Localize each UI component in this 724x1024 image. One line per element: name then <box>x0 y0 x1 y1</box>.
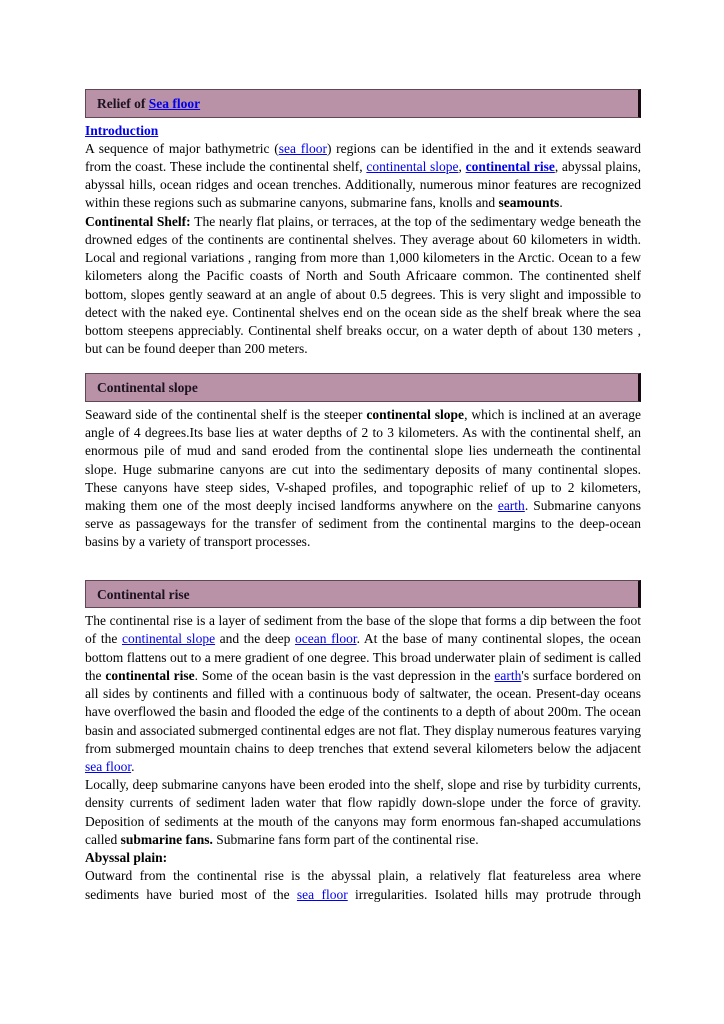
earth-link[interactable]: earth <box>497 498 525 514</box>
text-run: Locally, deep submarine canyons have been eroded into the shelf, slope and rise by turbidity currents, density currents of sediment laden water that flow rapidly down-slope under the force of gravity. Deposition of sediments at the mouth of the canyons may form enormous fan-shaped accumulations called <box>85 777 641 847</box>
continental-rise-paragraph-1 <box>85 612 641 776</box>
section-header-continental-slope <box>85 373 641 402</box>
text-run: The continental rise is a layer of sediment from the base of the slope that forms a dip between the foot of the <box>85 613 641 647</box>
text-run: A sequence of major bathymetric ( <box>85 140 279 156</box>
text-run: Seaward side of the continental shelf is the steeper <box>85 406 367 422</box>
introduction-link[interactable]: Introduction <box>85 122 159 138</box>
section-header-relief-of-sea-floor <box>85 89 641 118</box>
text-run: Abyssal plain: <box>85 850 168 866</box>
continental-rise-link[interactable]: continental rise <box>465 158 555 174</box>
continental-slope-paragraph <box>85 406 641 552</box>
sea-floor-link[interactable]: Sea floor <box>148 96 201 111</box>
continental-slope-link[interactable]: continental slope <box>366 158 459 174</box>
text-run: The nearly flat plains, or terraces, at the top of the sedimentary wedge beneath the drowned edges of the continents are continental shelves. They average about 60 kilometers in width. Local and regional variations , ranging from more than 1,000 kilometers in the Arctic. Ocean to a few kilometers along the Pacific coasts of North and South Africaare common. The continented shelf bottom, slopes gently seaward at an angle of about 0.5 degrees. This is very slight and impossible to detect with the naked eye. Continental shelves end on the ocean side as the shelf break where the sea bottom steepens appreciably. Continental shelf breaks occur, on a water depth of about 130 meters , but can be found deeper than 200 meters. <box>85 213 641 357</box>
text-run: , abyssal plains, abyssal hills, ocean ridges and ocean trenches. Additionally, numerous minor features are recognized within these regions such as submarine canyons, submarine fans, knolls and <box>85 158 641 211</box>
text-run: , which is inclined at an average angle of 4 degrees.Its base lies at water depths of 2 to 3 kilometers. As with the continental shelf, an enormous pile of mud and sand eroded from the continental slope lies underneath the continental slope. Huge submarine canyons are cut into the sedimentary deposits of many continental slopes. These canyons have steep sides, V-shaped profiles, and topographic relief of up to 2 kilometers, making them one of the most deeply incised landforms anywhere on the <box>85 406 641 514</box>
text-run: 's surface bordered on all sides by continents and filled with a continuous body of saltwater, the ocean. Present-day oceans have overflowed the basin and flooded the edge of the continents to a depth of about 200m. The ocean basin and associated submerged continental edges are not flat. They display numerous features varying from submerged mountain chains to deep trenches that extend several kilometers below the adjacent <box>85 667 642 756</box>
text-run: . <box>559 195 563 211</box>
text-run: continental rise <box>105 667 195 683</box>
text-run: . <box>131 758 135 774</box>
sea-floor-link[interactable]: sea floor <box>85 758 132 774</box>
earth-link[interactable]: earth <box>494 667 522 683</box>
text-run: . At the base of many continental slopes, the ocean bottom flattens out to a mere gradient of one degree. This broad underwater plain of sediment is called the <box>85 631 641 683</box>
text-run: submarine fans. <box>120 831 213 847</box>
text-run: ) regions can be identified in the and it extends seaward from the coast. These include the continental shelf, <box>85 140 641 174</box>
ocean-floor-link[interactable]: ocean floor <box>294 631 357 647</box>
text-run: seamounts <box>498 195 560 211</box>
abyssal-plain-heading <box>85 849 641 867</box>
text-run: and the deep <box>215 631 295 647</box>
text-run: , <box>458 158 466 174</box>
text-run: Submarine fans form part of the continental rise. <box>212 831 479 847</box>
text-run: irregularities. Isolated hills may protrude through <box>347 886 641 902</box>
continental-shelf-paragraph <box>85 213 641 359</box>
text-run: . Submarine canyons serve as passageways for the transfer of sediment from the continental margins to the deep-ocean basins by a variety of transport processes. <box>85 498 641 550</box>
continental-slope-heading: Continental slope <box>97 380 198 396</box>
sea-floor-link[interactable]: sea floor <box>278 140 327 156</box>
sea-floor-link[interactable]: sea floor <box>296 886 348 902</box>
text-run: Outward from the continental rise is the abyssal plain, a relatively flat featureless area where sediments have buried most of the <box>85 868 641 902</box>
intro-paragraph <box>85 140 641 213</box>
continental-rise-heading: Continental rise <box>97 586 190 602</box>
introduction-heading <box>85 122 641 140</box>
abyssal-plain-paragraph <box>85 867 641 903</box>
relief-of-label: Relief of <box>97 96 149 111</box>
text-run: . Some of the ocean basin is the vast depression in the <box>194 667 495 683</box>
text-run: continental slope <box>366 406 465 422</box>
section-header-continental-rise <box>85 580 641 609</box>
continental-slope-link[interactable]: continental slope <box>121 631 216 647</box>
continental-rise-paragraph-2 <box>85 776 641 849</box>
text-run: Continental Shelf: <box>85 213 195 229</box>
